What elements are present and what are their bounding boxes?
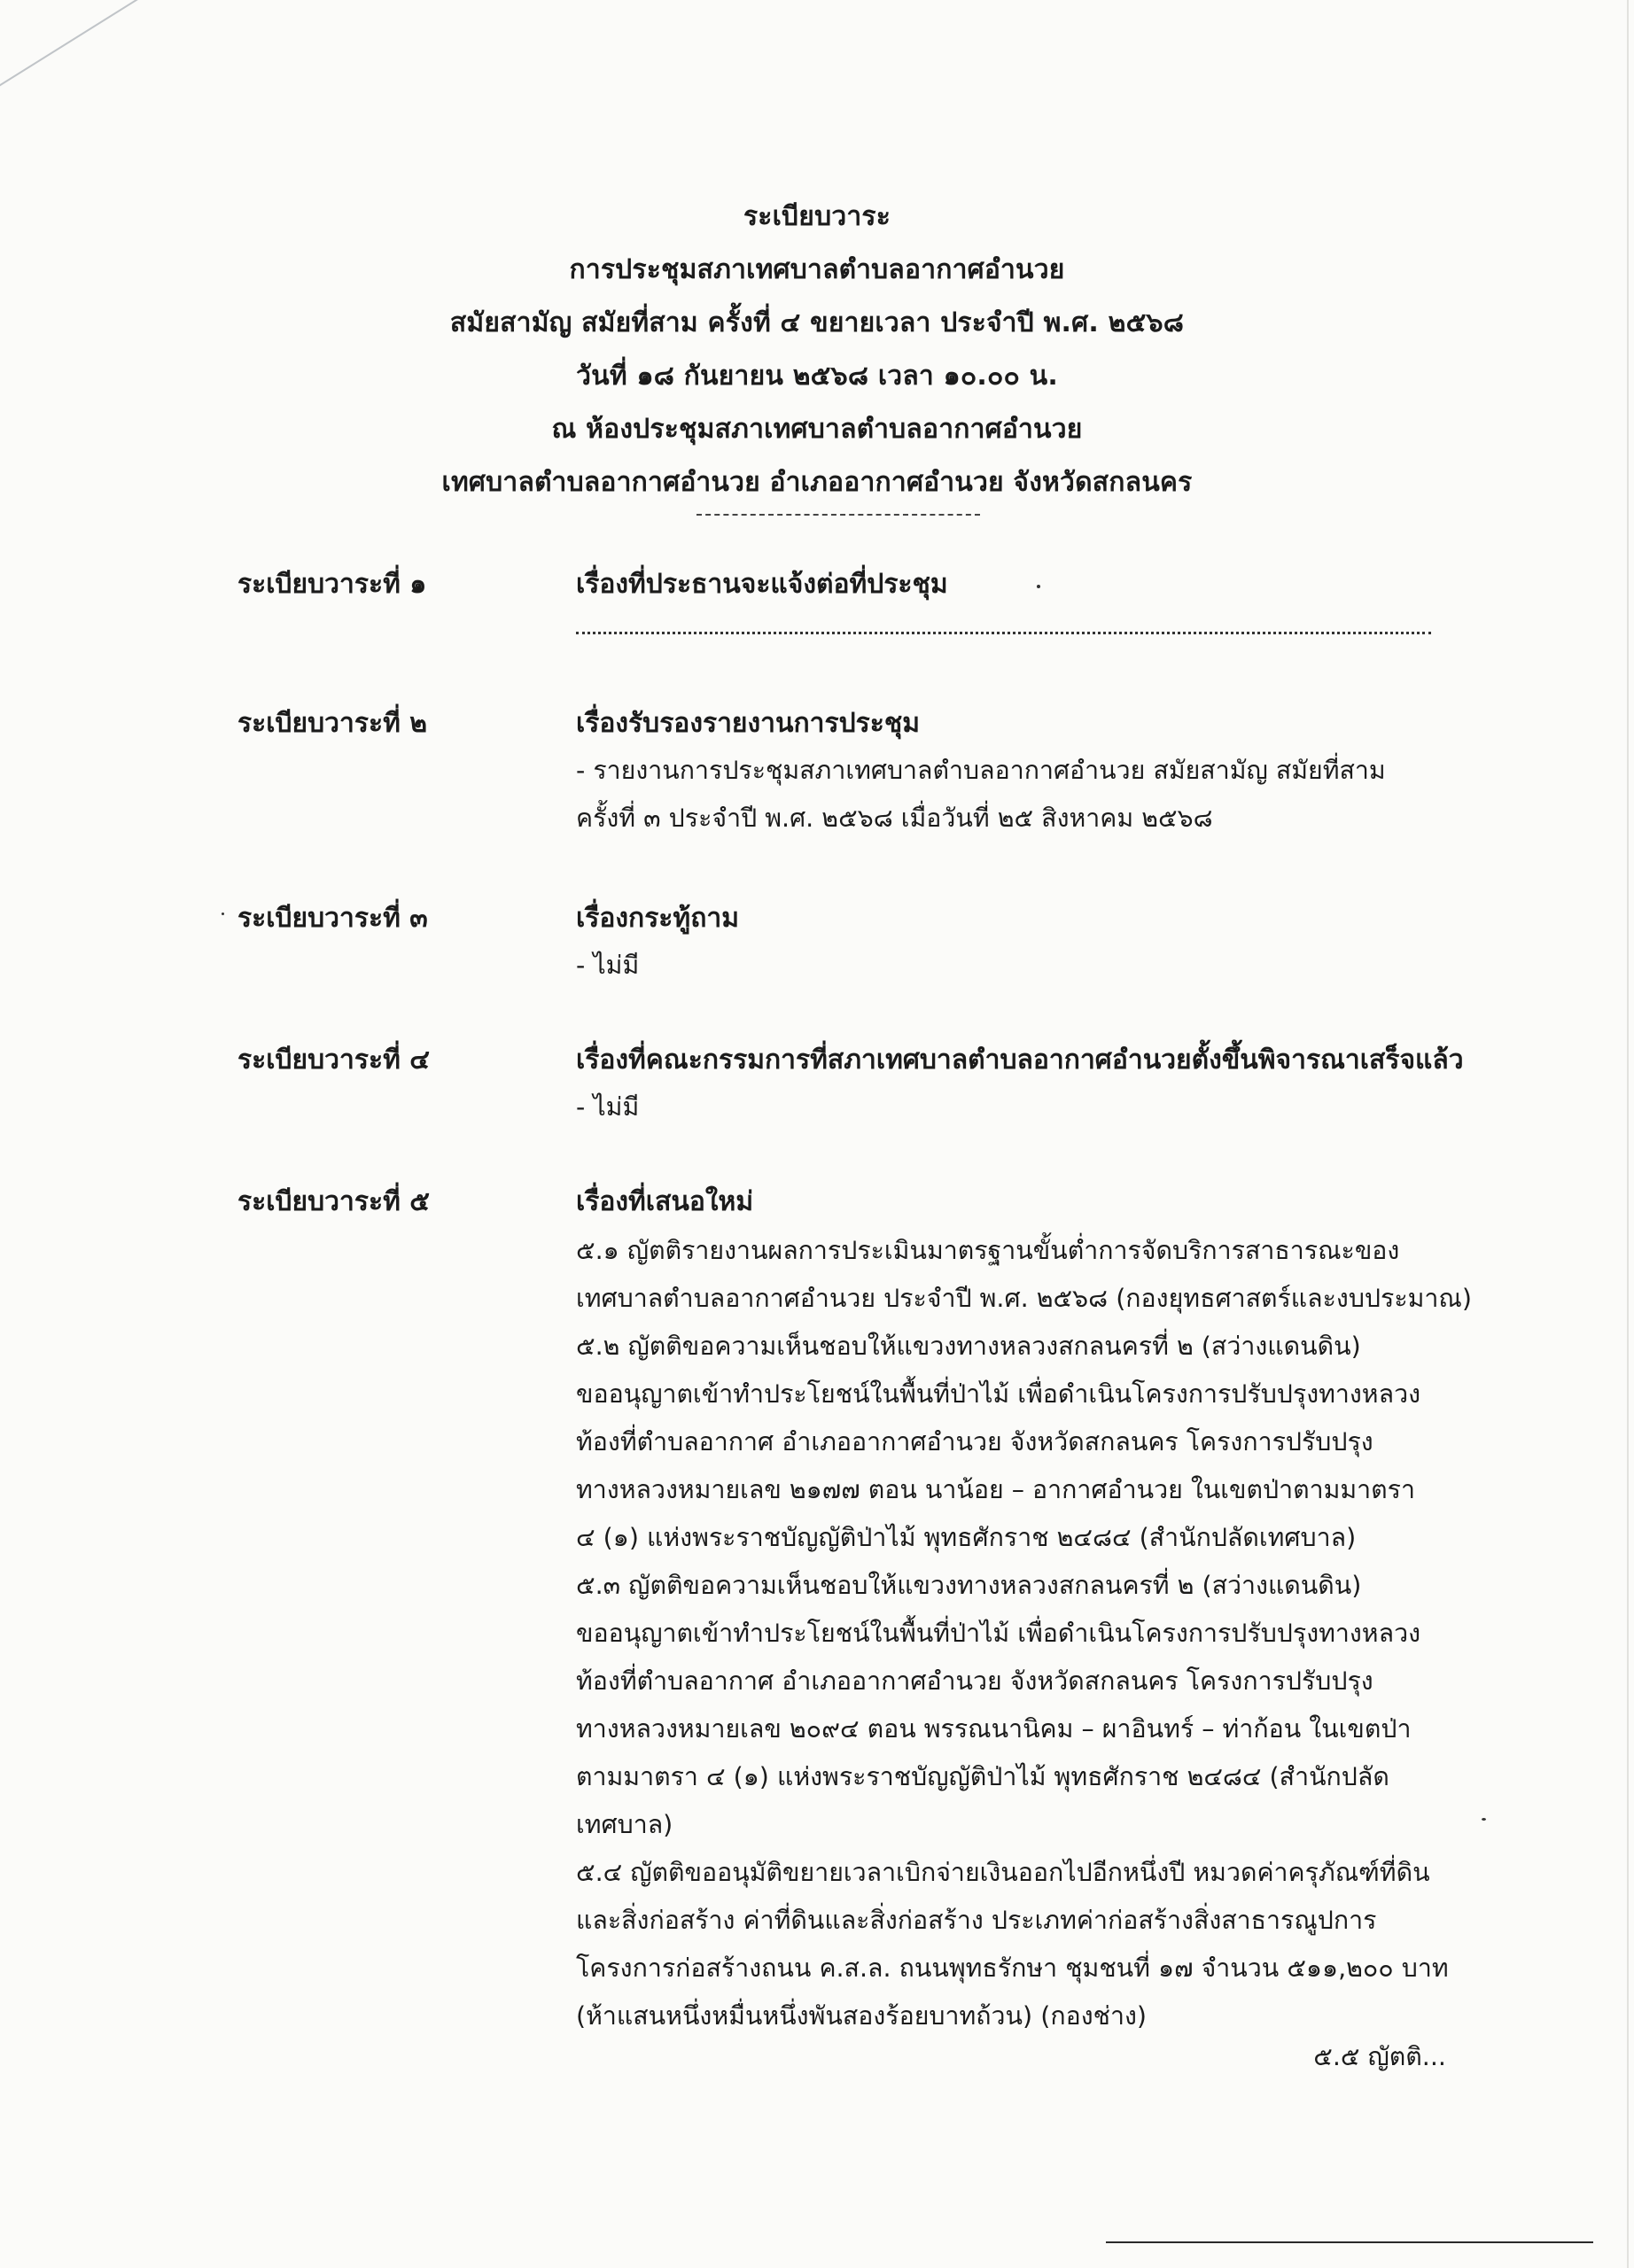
body-line: โครงการก่อสร้างถนน ค.ส.ล. ถนนพุทธรักษา ชุมชนที่ ๑๗ จำนวน ๕๑๑,๒๐๐ บาท bbox=[576, 1953, 1449, 1983]
agenda-label: ระเบียบวาระที่ ๒ bbox=[237, 708, 428, 739]
header-venue: ณ ห้องประชุมสภาเทศบาลตำบลอากาศอำนวย bbox=[551, 414, 1083, 445]
body-line: ๕.๒ ญัตติขอความเห็นชอบให้แขวงทางหลวงสกลนครที่ ๒ (สว่างแดนดิน) bbox=[576, 1332, 1361, 1361]
body-line: ขออนุญาตเข้าทำประโยชน์ในพื้นที่ป่าไม้ เพื่อดำเนินโครงการปรับปรุงทางหลวง bbox=[576, 1619, 1420, 1648]
agenda-title: เรื่องที่คณะกรรมการที่สภาเทศบาลตำบลอากาศอำนวยตั้งขึ้นพิจารณาเสร็จแล้ว bbox=[576, 1045, 1464, 1076]
agenda-title: เรื่องที่เสนอใหม่ bbox=[576, 1186, 754, 1217]
body-line: ๕.๑ ญัตติรายงานผลการประเมินมาตรฐานขั้นต่ำการจัดบริการสาธารณะของ bbox=[576, 1236, 1400, 1265]
body-line: ทางหลวงหมายเลข ๒๑๗๗ ตอน นาน้อย – อากาศอำนวย ในเขตป่าตามมาตรา bbox=[576, 1475, 1415, 1504]
body-line: ขออนุญาตเข้าทำประโยชน์ในพื้นที่ป่าไม้ เพื่อดำเนินโครงการปรับปรุงทางหลวง bbox=[576, 1379, 1420, 1409]
body-line: เทศบาลตำบลอากาศอำนวย ประจำปี พ.ศ. ๒๕๖๘ (กองยุทธศาสตร์และงบประมาณ) bbox=[576, 1284, 1472, 1313]
agenda-label: ระเบียบวาระที่ ๔ bbox=[237, 1045, 430, 1076]
header-organization: เทศบาลตำบลอากาศอำนวย อำเภออากาศอำนวย จังหวัดสกลนคร bbox=[441, 467, 1193, 498]
scan-speck bbox=[222, 913, 224, 915]
page-continuation: ๕.๕ ญัตติ... bbox=[1313, 2042, 1446, 2071]
body-line: เทศบาล) bbox=[576, 1810, 673, 1839]
dotted-fill-line bbox=[576, 632, 1431, 634]
scan-bottom-line bbox=[1106, 2241, 1593, 2243]
body-line: และสิ่งก่อสร้าง ค่าที่ดินและสิ่งก่อสร้าง ประเภทค่าก่อสร้างสิ่งสาธารณูปการ bbox=[576, 1906, 1377, 1935]
body-line: - ไม่มี bbox=[576, 1092, 640, 1122]
agenda-label: ระเบียบวาระที่ ๑ bbox=[237, 569, 427, 600]
header-meeting: การประชุมสภาเทศบาลตำบลอากาศอำนวย bbox=[569, 254, 1065, 285]
body-line: ทางหลวงหมายเลข ๒๐๙๔ ตอน พรรณนานิคม – ผาอินทร์ – ท่าก้อน ในเขตป่า bbox=[576, 1714, 1412, 1744]
scan-artifact-line bbox=[0, 0, 326, 108]
agenda-title: เรื่องกระทู้ถาม bbox=[576, 903, 739, 934]
body-line: ๕.๓ ญัตติขอความเห็นชอบให้แขวงทางหลวงสกลนครที่ ๒ (สว่างแดนดิน) bbox=[576, 1571, 1362, 1600]
body-line: ครั้งที่ ๓ ประจำปี พ.ศ. ๒๕๖๘ เมื่อวันที่ ๒๕ สิงหาคม ๒๕๖๘ bbox=[576, 804, 1213, 833]
header-session: สมัยสามัญ สมัยที่สาม ครั้งที่ ๔ ขยายเวลา ประจำปี พ.ศ. ๒๕๖๘ bbox=[449, 307, 1185, 338]
body-line: - ไม่มี bbox=[576, 951, 640, 980]
agenda-body-5 bbox=[576, 1227, 1472, 2040]
header-date: วันที่ ๑๘ กันยายน ๒๕๖๘ เวลา ๑๐.๐๐ น. bbox=[576, 361, 1058, 392]
agenda-body-2 bbox=[576, 747, 1449, 843]
document-header bbox=[0, 190, 1634, 509]
body-line: - รายงานการประชุมสภาเทศบาลตำบลอากาศอำนวย สมัยสามัญ สมัยที่สาม bbox=[576, 756, 1386, 785]
scan-speck bbox=[1482, 1818, 1486, 1821]
scan-speck bbox=[1037, 585, 1040, 588]
agenda-label: ระเบียบวาระที่ ๓ bbox=[237, 903, 428, 934]
body-line: (ห้าแสนหนึ่งหมื่นหนึ่งพันสองร้อยบาทถ้วน) (กองช่าง) bbox=[576, 2001, 1147, 2031]
agenda-body-3 bbox=[576, 942, 1449, 990]
header-divider bbox=[696, 514, 980, 516]
body-line: ท้องที่ตำบลอากาศ อำเภออากาศอำนวย จังหวัดสกลนคร โครงการปรับปรุง bbox=[576, 1427, 1373, 1456]
agenda-title: เรื่องรับรองรายงานการประชุม bbox=[576, 708, 921, 739]
body-line: ตามมาตรา ๔ (๑) แห่งพระราชบัญญัติป่าไม้ พุทธศักราช ๒๔๘๔ (สำนักปลัด bbox=[576, 1762, 1389, 1791]
agenda-label: ระเบียบวาระที่ ๕ bbox=[237, 1186, 430, 1217]
body-line: ท้องที่ตำบลอากาศ อำเภออากาศอำนวย จังหวัดสกลนคร โครงการปรับปรุง bbox=[576, 1666, 1373, 1696]
agenda-body-4 bbox=[576, 1084, 1449, 1131]
header-title: ระเบียบวาระ bbox=[743, 201, 891, 232]
body-line: ๕.๔ ญัตติขออนุมัติขยายเวลาเบิกจ่ายเงินออกไปอีกหนึ่งปี หมวดค่าครุภัณฑ์ที่ดิน bbox=[576, 1858, 1430, 1887]
agenda-title: เรื่องที่ประธานจะแจ้งต่อที่ประชุม bbox=[576, 569, 948, 600]
body-line: ๔ (๑) แห่งพระราชบัญญัติป่าไม้ พุทธศักราช ๒๔๘๔ (สำนักปลัดเทศบาล) bbox=[576, 1523, 1357, 1552]
